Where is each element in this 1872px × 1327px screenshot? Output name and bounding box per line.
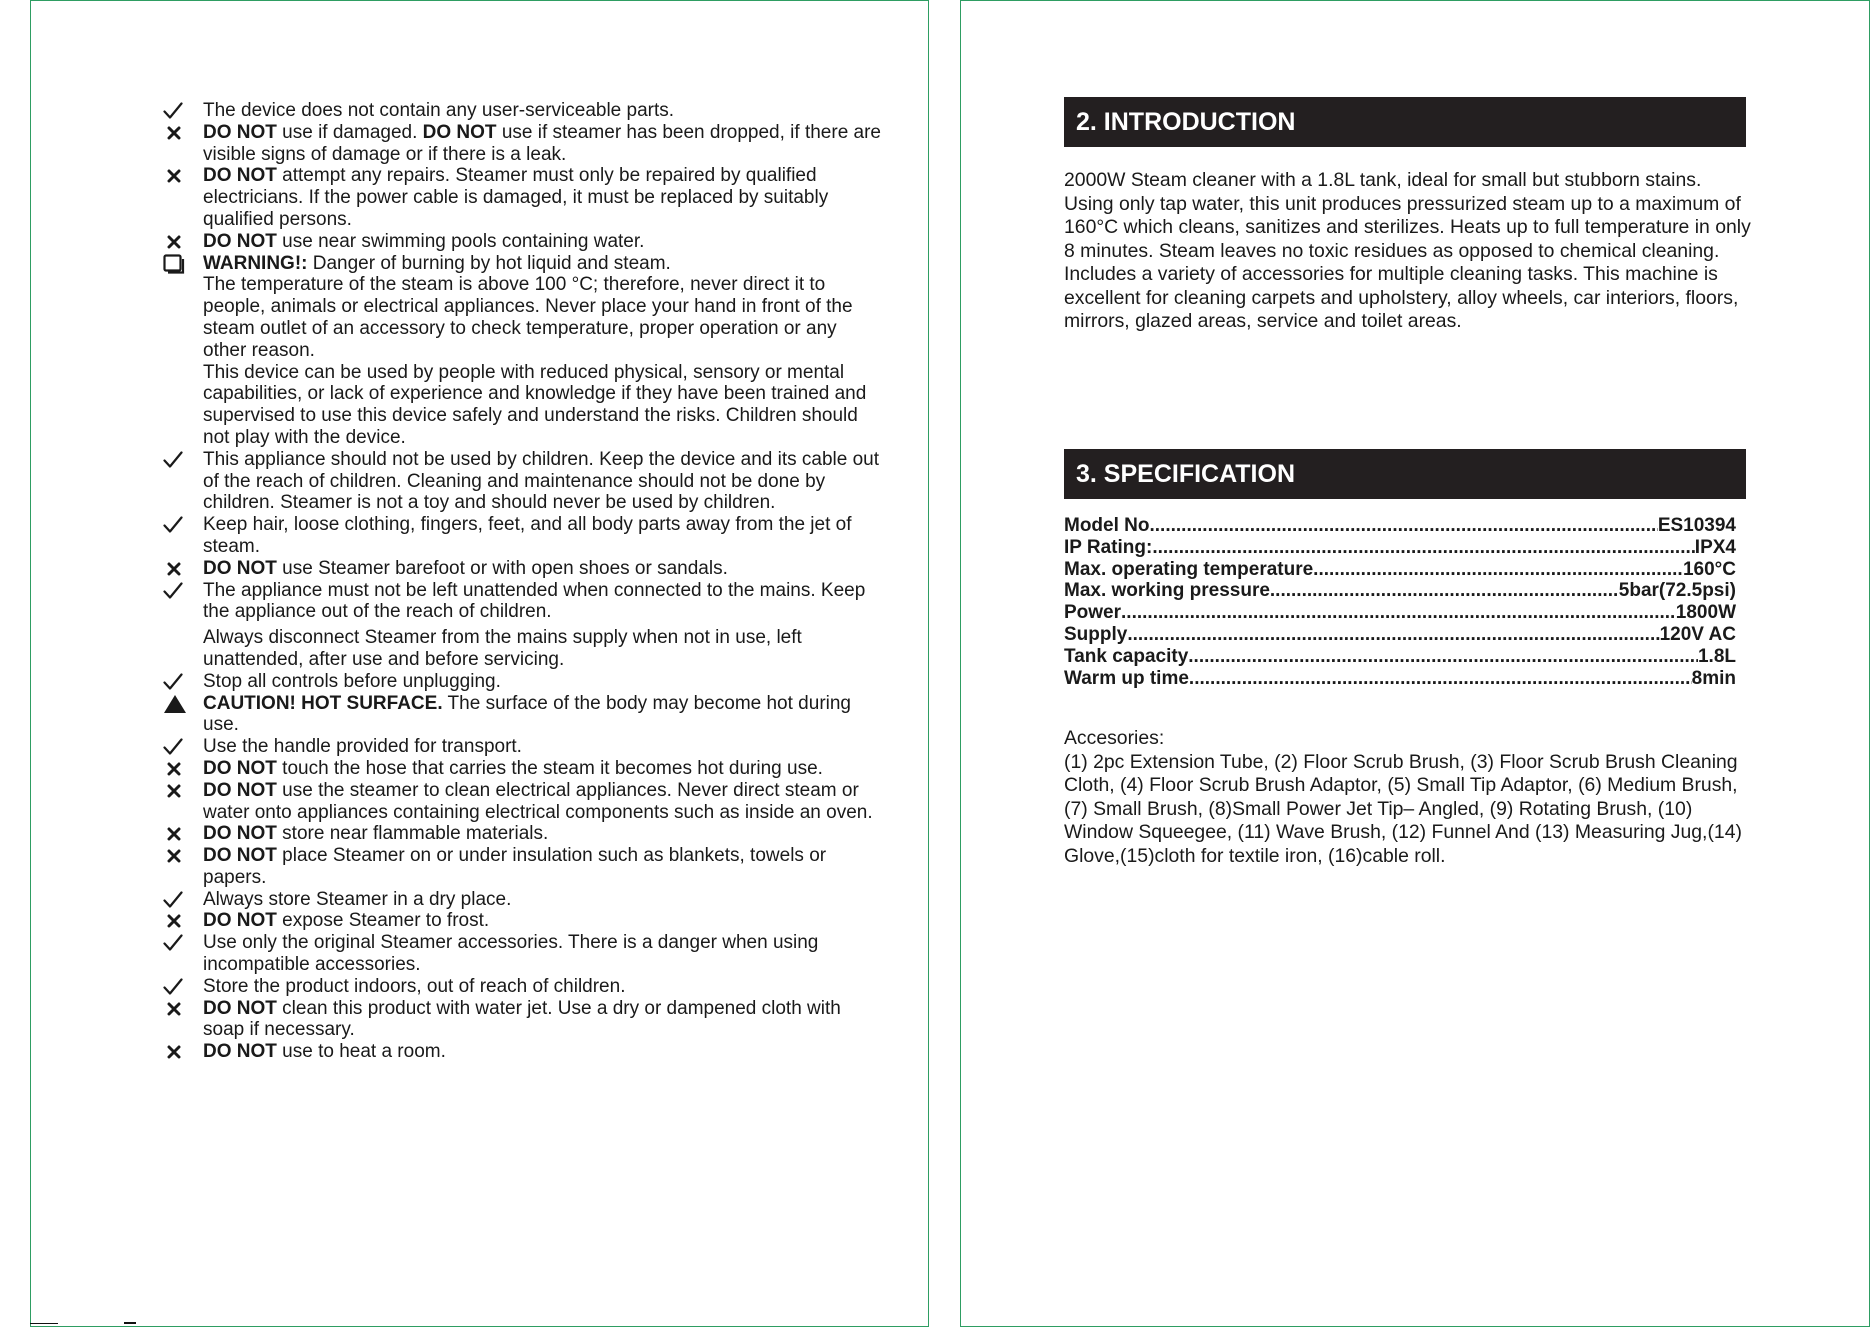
- spec-value: 8min: [1691, 667, 1736, 689]
- safety-item-text: The appliance must not be left unattended when connected to the mains. Keep the appliance out of the reach of children.: [203, 579, 866, 623]
- spec-label: Tank capacity: [1064, 645, 1189, 667]
- safety-item-text: Use only the original Steamer accessories. There is a danger when using incompatible accessories.: [203, 932, 819, 976]
- spec-row: [1064, 559, 1736, 581]
- safety-item-text: Stop all controls before unplugging.: [203, 670, 501, 692]
- safety-item: [163, 100, 883, 122]
- check-icon: [163, 889, 193, 911]
- safety-item-text: The device does not contain any user-serviceable parts.: [203, 100, 675, 121]
- spec-value: 120V AC: [1659, 623, 1736, 645]
- check-icon: [163, 671, 193, 693]
- spec-row: [1064, 624, 1736, 646]
- safety-item: [163, 736, 883, 758]
- spec-row: [1064, 537, 1736, 559]
- spec-leader-dots: [1313, 559, 1683, 581]
- spec-value: 5bar(72.5psi): [1618, 580, 1736, 602]
- check-icon: [163, 736, 193, 758]
- introduction-text: 2000W Steam cleaner with a 1.8L tank, ideal for small but stubborn stains. Using only tap water, this unit produces pressurized steam up to a maximum of 160°C which cleans, sanitizes and sterilizes. Heats up to full temperature in only 8 minutes. Steam leaves no toxic residues as opposed to chemical cleaning. Includes a variety of accessories for multiple cleaning tasks. This machine is excellent for cleaning carpets and upholstery, alloy wheels, car interiors, floors, mirrors, glazed areas, service and toilet areas.: [1064, 169, 1751, 332]
- spec-label: Max. operating temperature: [1064, 558, 1314, 580]
- check-icon: [163, 932, 193, 954]
- x-icon: [163, 780, 193, 802]
- spec-label: IP Rating:: [1064, 536, 1153, 558]
- safety-item: [163, 780, 883, 824]
- spec-value: 1800W: [1675, 602, 1736, 624]
- spec-value: IPX4: [1694, 536, 1736, 558]
- accessories-section: [1064, 727, 1754, 868]
- safety-item: [163, 558, 883, 580]
- safety-item-text: CAUTION! HOT SURFACE. The surface of the body may become hot during use.: [203, 692, 851, 736]
- accessories-label: Accesories:: [1064, 727, 1165, 749]
- safety-item-text: WARNING!: Danger of burning by hot liquid and steam.: [203, 252, 671, 274]
- warning-box-icon: [163, 253, 193, 275]
- safety-item: [163, 889, 883, 911]
- safety-item-text: DO NOT use the steamer to clean electrical appliances. Never direct steam or water onto appliances containing electrical components such as inside an oven.: [203, 779, 873, 823]
- safety-item: [163, 362, 883, 449]
- spec-row: [1064, 646, 1736, 668]
- spec-row: [1064, 668, 1736, 690]
- safety-item-text: DO NOT use Steamer barefoot or with open shoes or sandals.: [203, 557, 728, 579]
- safety-item-text: DO NOT touch the hose that carries the steam it becomes hot during use.: [203, 757, 823, 779]
- check-icon: [163, 976, 193, 998]
- safety-item-text: DO NOT expose Steamer to frost.: [203, 910, 490, 932]
- left-page: [30, 0, 929, 1327]
- caution-triangle-icon: [163, 693, 193, 715]
- spec-leader-dots: [1270, 580, 1619, 602]
- safety-item-text: DO NOT place Steamer on or under insulation such as blankets, towels or papers.: [203, 845, 827, 888]
- spec-label: Max. working pressure: [1064, 580, 1270, 602]
- safety-item: [163, 693, 883, 737]
- x-icon: [163, 758, 193, 780]
- x-icon: [163, 231, 193, 253]
- spec-row: [1064, 602, 1736, 624]
- spec-value: 160°C: [1682, 558, 1736, 580]
- safety-item: [163, 845, 883, 889]
- right-page: [960, 0, 1870, 1327]
- safety-item-text: Always store Steamer in a dry place.: [203, 888, 512, 910]
- safety-item-text: DO NOT use to heat a room.: [203, 1041, 446, 1063]
- safety-item-text: Use the handle provided for transport.: [203, 736, 522, 758]
- safety-item: [163, 823, 883, 845]
- check-icon: [163, 449, 193, 471]
- spec-label: Supply: [1064, 623, 1128, 645]
- safety-item-text: Store the product indoors, out of reach of children.: [203, 975, 626, 997]
- safety-item: [163, 449, 883, 514]
- spec-leader-dots: [1152, 537, 1694, 559]
- x-icon: [163, 122, 193, 144]
- x-icon: [163, 558, 193, 580]
- safety-item: [163, 932, 883, 976]
- x-icon: [163, 165, 193, 187]
- check-icon: [163, 100, 193, 122]
- spec-label: Power: [1064, 602, 1122, 624]
- safety-item: [163, 758, 883, 780]
- safety-item-text: This appliance should not be used by children. Keep the device and its cable out of the reach of children. Cleaning and maintenance should not be done by children. Steamer is not a toy and should never be used by children.: [203, 448, 880, 514]
- safety-item: [163, 231, 883, 253]
- safety-item-text: Keep hair, loose clothing, fingers, feet, and all body parts away from the jet of steam.: [203, 514, 852, 557]
- safety-item: [163, 671, 883, 693]
- spec-label: Model No: [1064, 515, 1150, 536]
- check-icon: [163, 580, 193, 602]
- safety-item-text: The temperature of the steam is above 100 °C; therefore, never direct it to people, animals or electrical appliances. Never place your hand in front of the steam outlet of an accessory to check temperature, proper operation or any other reason.: [203, 274, 853, 361]
- safety-item: [163, 122, 883, 166]
- spec-row: [1064, 580, 1736, 602]
- safety-item: [163, 165, 883, 230]
- x-icon: [163, 845, 193, 867]
- safety-item: [163, 910, 883, 932]
- spec-value: 1.8L: [1697, 645, 1736, 667]
- spec-value: ES10394: [1657, 515, 1736, 536]
- safety-item: [163, 627, 883, 671]
- safety-item-text: This device can be used by people with reduced physical, sensory or mental capabilities, or lack of experience and knowledge if they have been trained and supervised to use this device safely and understand the risks. Children should not play with the device.: [203, 361, 867, 448]
- x-icon: [163, 823, 193, 845]
- x-icon: [163, 998, 193, 1020]
- safety-item: [163, 580, 883, 624]
- specification-table: [1064, 515, 1736, 689]
- spec-leader-dots: [1189, 668, 1692, 690]
- accessories-text: (1) 2pc Extension Tube, (2) Floor Scrub Brush, (3) Floor Scrub Brush Cleaning Cloth, (4) Floor Scrub Brush Adaptor, (5) Small Tip Adaptor, (6) Medium Brush, (7) Small Brush, (8)Small Power Jet Tip– Angled, (9) Rotating Brush, (10) Window Squeegee, (11) Wave Brush, (12) Funnel And (13) Measuring Jug,(14) Glove,(15)cloth for textile iron, (16)cable roll.: [1064, 750, 1742, 867]
- safety-item: [163, 274, 883, 361]
- check-icon: [163, 514, 193, 536]
- spec-leader-dots: [1127, 624, 1659, 646]
- spec-leader-dots: [1188, 646, 1698, 668]
- safety-item: [163, 1041, 883, 1063]
- specification-header: 3. SPECIFICATION: [1064, 449, 1746, 499]
- spec-row: [1064, 515, 1736, 537]
- safety-item: [163, 253, 883, 275]
- safety-item: [163, 998, 883, 1042]
- spec-label: Warm up time: [1064, 667, 1189, 689]
- x-icon: [163, 910, 193, 932]
- safety-item-text: DO NOT use if damaged. DO NOT use if steamer has been dropped, if there are visible signs of damage or if there is a leak.: [203, 121, 881, 165]
- introduction-header: 2. INTRODUCTION: [1064, 97, 1746, 147]
- safety-item-text: DO NOT attempt any repairs. Steamer must only be repaired by qualified electricians. If the power cable is damaged, it must be replaced by suitably qualified persons.: [203, 165, 829, 230]
- safety-instructions-list: [163, 100, 883, 1063]
- safety-item-text: DO NOT store near flammable materials.: [203, 823, 549, 845]
- safety-item-text: DO NOT clean this product with water jet. Use a dry or dampened cloth with soap if necessary.: [203, 997, 841, 1041]
- spec-leader-dots: [1121, 602, 1676, 624]
- safety-item-text: DO NOT use near swimming pools containing water.: [203, 230, 645, 252]
- safety-item: [163, 976, 883, 998]
- safety-item: [163, 514, 883, 558]
- safety-item-text: Always disconnect Steamer from the mains supply when not in use, left unattended, after use and before servicing.: [203, 627, 802, 670]
- x-icon: [163, 1041, 193, 1063]
- spec-leader-dots: [1150, 515, 1658, 537]
